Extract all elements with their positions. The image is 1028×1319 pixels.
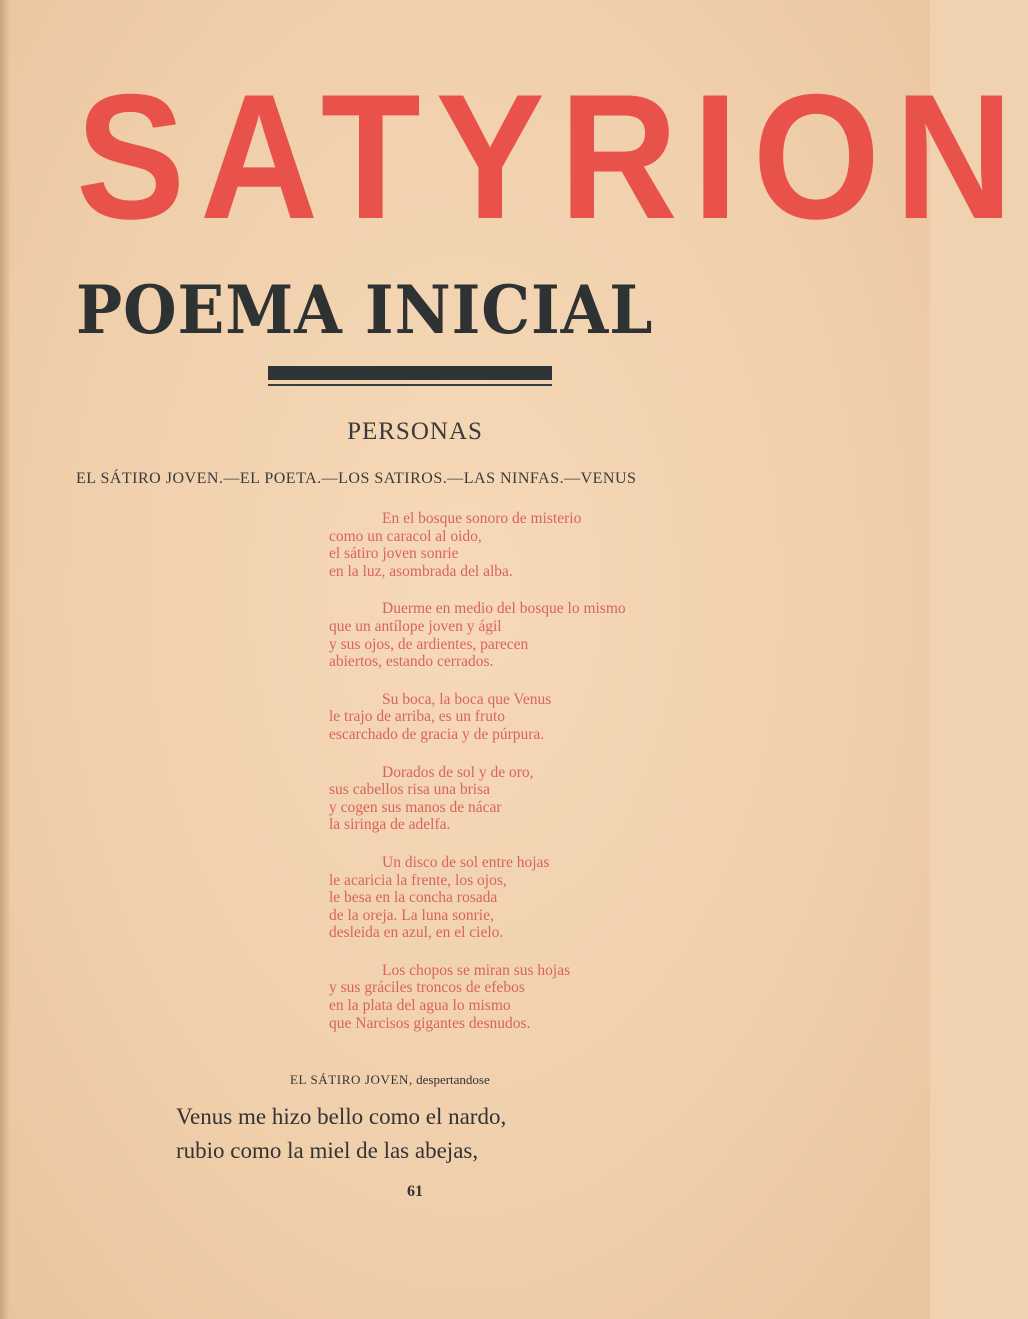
poem-line: le trajo de arriba, es un fruto [329, 708, 506, 726]
poem-line: y sus ojos, de ardientes, parecen [329, 635, 529, 653]
poem-line: y cogen sus manos de nácar [329, 798, 502, 816]
poem-body [329, 510, 709, 1052]
poem-line: la siringa de adelfa. [329, 816, 451, 834]
page-title: SATYRION [76, 57, 1028, 256]
page-number: 61 [407, 1183, 423, 1200]
spoken-verse [176, 1100, 506, 1168]
stanza [329, 600, 709, 670]
poem-line: que Narcisos gigantes desnudos. [329, 1014, 531, 1032]
page-spine-edge [0, 0, 10, 1319]
poem-line: Duerme en medio del bosque lo mismo [382, 600, 626, 618]
speaker-name: EL SÁTIRO JOVEN, [290, 1072, 413, 1087]
poem-line: de la oreja. La luna sonrie, [329, 906, 494, 924]
poem-line: Un disco de sol entre hojas [382, 853, 550, 871]
poem-line: le acaricia la frente, los ojos, [329, 871, 507, 889]
stage-direction: despertandose [416, 1072, 490, 1087]
poem-line: el sátiro joven sonrie [329, 545, 459, 563]
poem-line: Los chopos se miran sus hojas [382, 961, 571, 979]
poem-line: Su boca, la boca que Venus [382, 690, 552, 708]
poem-line: escarchado de gracia y de púrpura. [329, 725, 545, 743]
stanza [329, 691, 709, 744]
verse-line: rubio como la miel de las abejas, [176, 1138, 479, 1163]
poem-line: desleida en azul, en el cielo. [329, 924, 504, 942]
personas-heading: PERSONAS [347, 418, 483, 445]
speaker-cue [290, 1072, 490, 1088]
poem-line: en la luz, asombrada del alba. [329, 562, 513, 580]
poem-line: le besa en la concha rosada [329, 889, 498, 907]
poem-line: sus cabellos risa una brisa [329, 781, 490, 799]
poem-line: y sus gráciles troncos de efebos [329, 979, 525, 997]
title-divider-thick [268, 366, 552, 380]
poem-line: en la plata del agua lo mismo [329, 997, 511, 1015]
stanza [329, 962, 709, 1032]
verse-line: Venus me hizo bello como el nardo, [176, 1104, 507, 1129]
stanza [329, 510, 709, 580]
title-divider-thin [268, 384, 552, 386]
page-subtitle: POEMA INICIAL [76, 271, 654, 349]
poem-line: En el bosque sonoro de misterio [382, 510, 582, 527]
poem-line: abiertos, estando cerrados. [329, 653, 494, 671]
poem-line: que un antílope joven y ágil [329, 617, 502, 635]
stanza [329, 854, 709, 942]
poem-line: Dorados de sol y de oro, [382, 763, 534, 781]
poem-line: como un caracol al oido, [329, 527, 482, 545]
stanza [329, 764, 709, 834]
cast-list: EL SÁTIRO JOVEN.—EL POETA.—LOS SATIROS.—LAS NINFAS.—VENUS [76, 470, 637, 487]
